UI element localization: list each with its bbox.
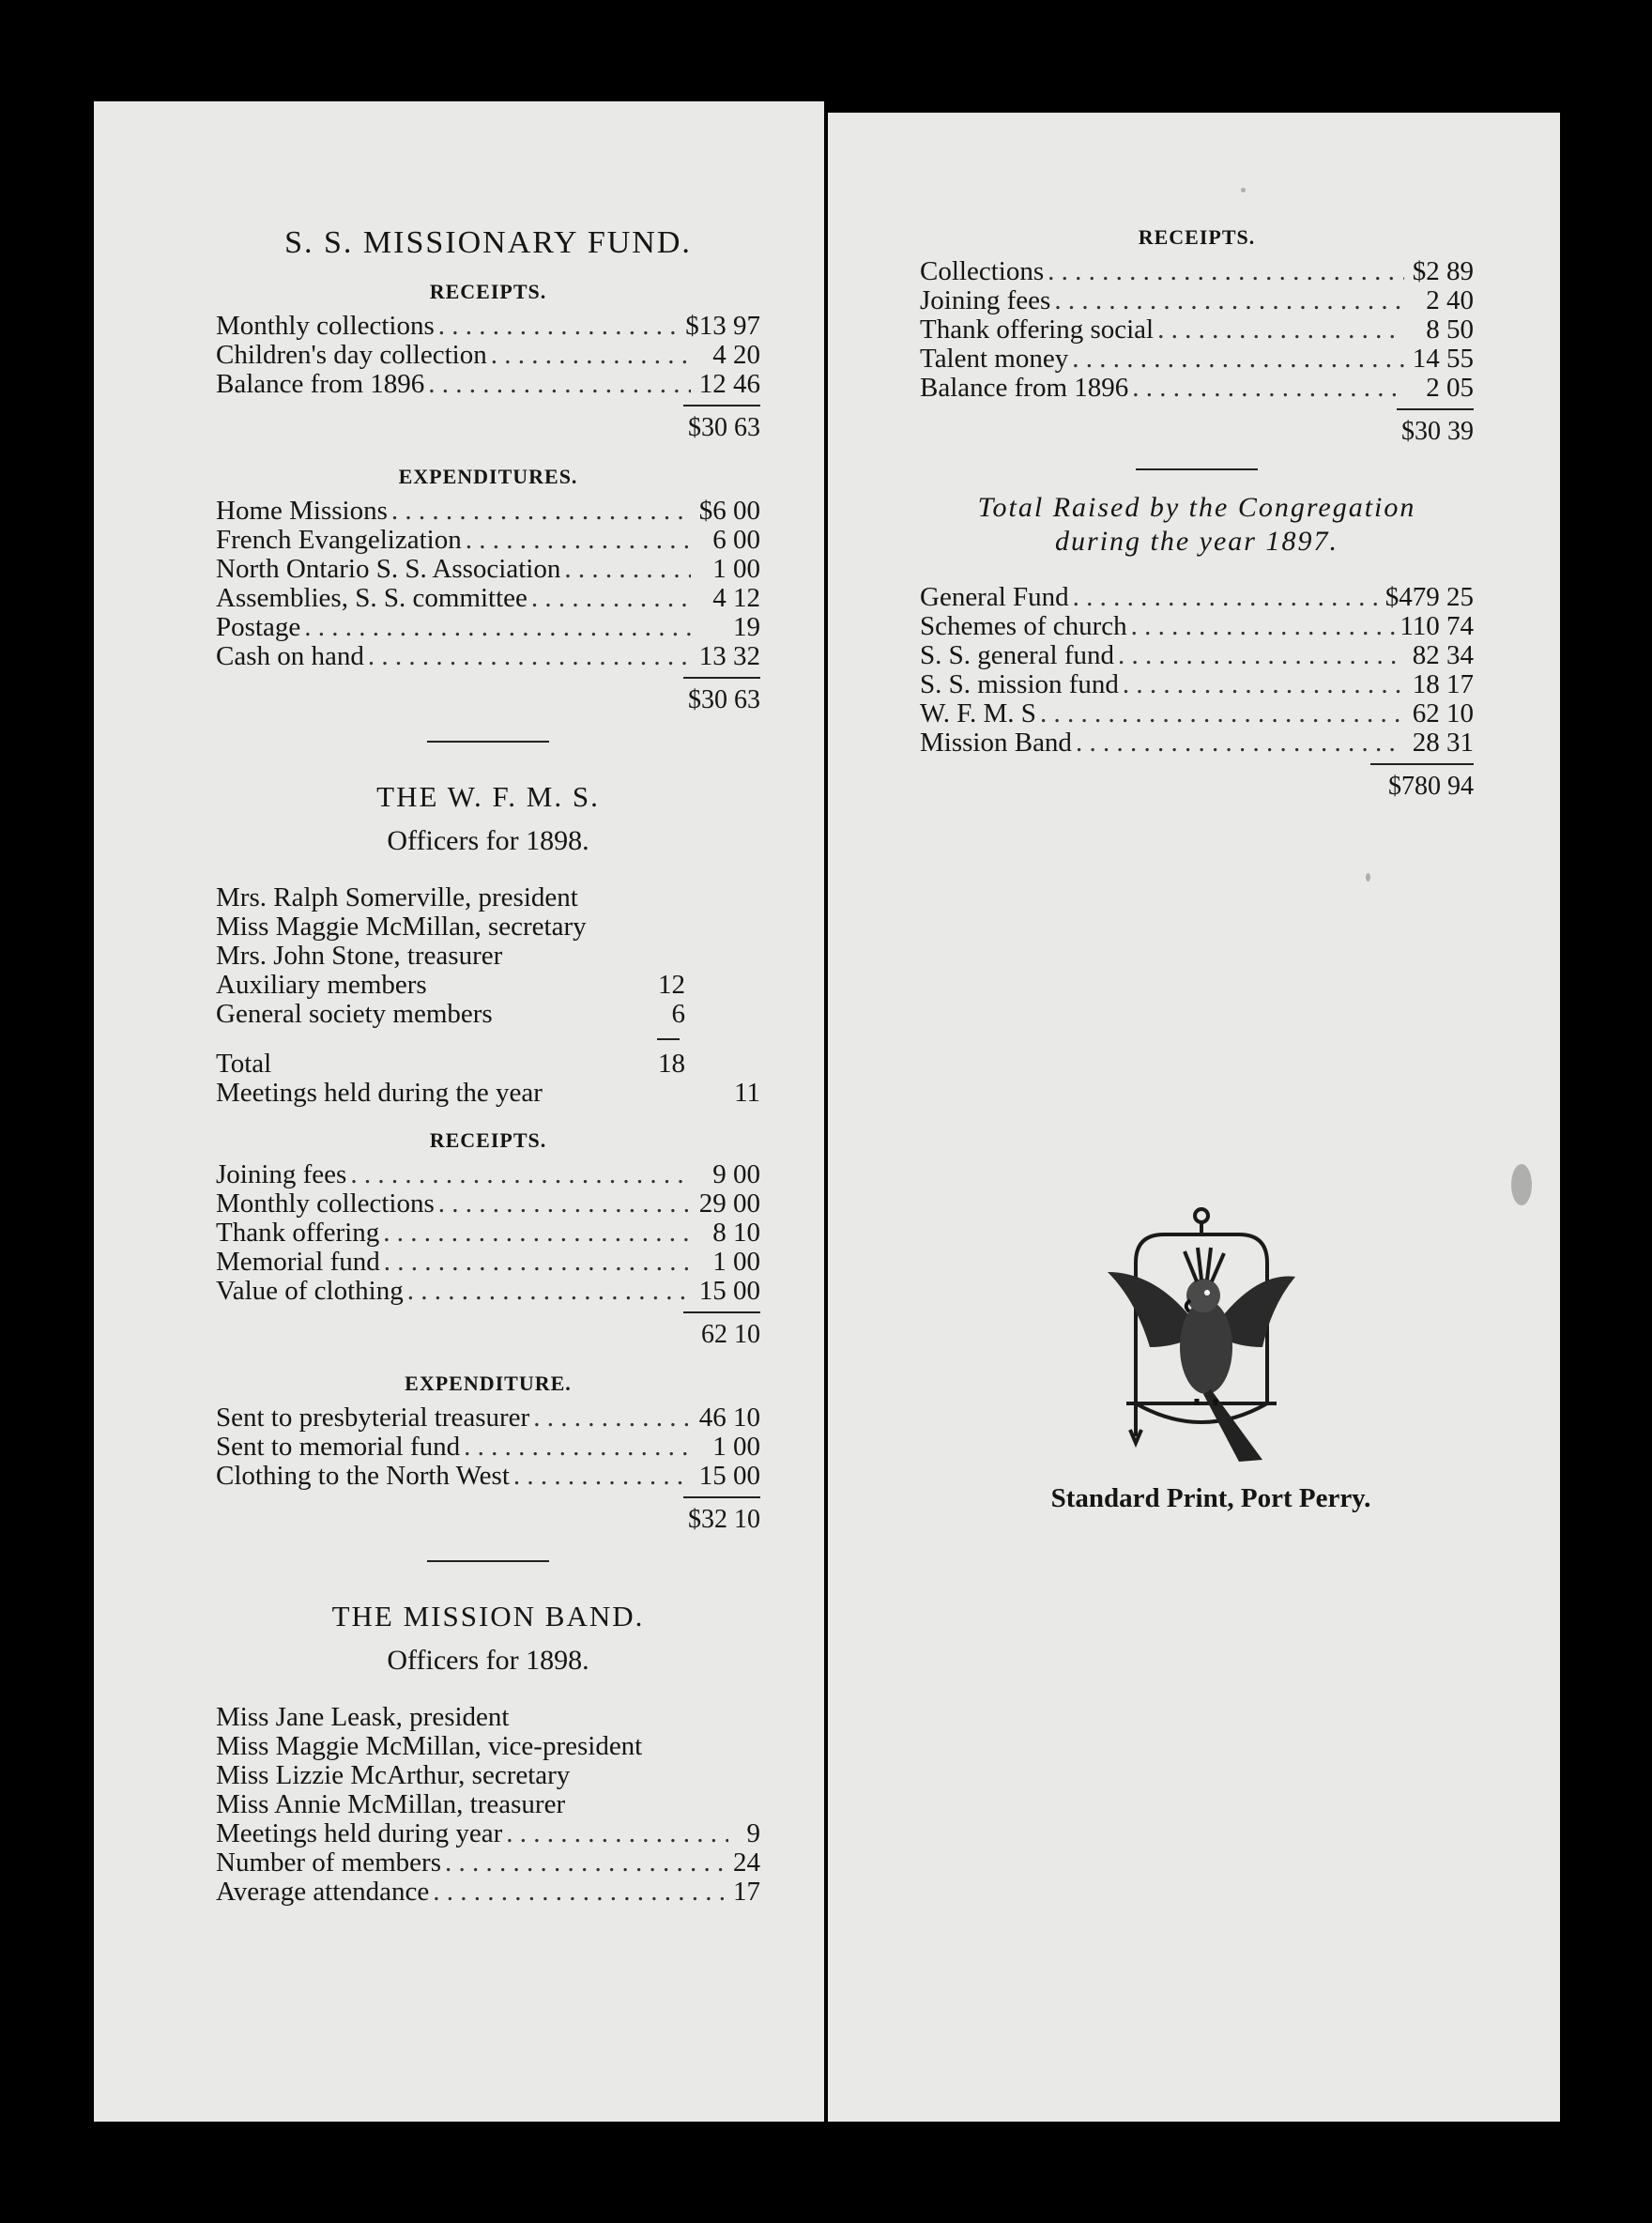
ledger-row bbox=[920, 315, 1474, 345]
ledger-label: Talent money bbox=[920, 344, 1069, 374]
ss-receipts-total: $30 63 bbox=[688, 413, 760, 442]
ledger-row bbox=[216, 1219, 760, 1248]
section-divider bbox=[1136, 468, 1258, 470]
ledger-label: Joining fees bbox=[216, 1159, 347, 1189]
total-raised-title-line2: during the year 1897. bbox=[1055, 526, 1338, 557]
wfms-expenditure-list bbox=[216, 1403, 760, 1491]
leader-dots bbox=[464, 1433, 691, 1462]
ledger-amount: 2 05 bbox=[1426, 373, 1474, 403]
ledger-label: Monthly collections bbox=[216, 311, 435, 341]
ledger-row bbox=[216, 584, 760, 613]
ss-receipts-list bbox=[216, 312, 760, 399]
section-divider bbox=[427, 741, 549, 743]
ledger-amount: 12 46 bbox=[698, 369, 760, 399]
ledger-label: Children's day collection bbox=[216, 340, 487, 370]
ledger-label: S. S. general fund bbox=[920, 640, 1114, 670]
ledger-row bbox=[920, 374, 1474, 403]
ledger-label: Balance from 1896 bbox=[216, 369, 425, 399]
ledger-amount: $479 25 bbox=[1384, 582, 1474, 612]
ledger-row bbox=[216, 526, 760, 555]
ledger-row bbox=[920, 699, 1474, 728]
stat-value: 9 bbox=[746, 1818, 760, 1848]
ledger-amount: 14 55 bbox=[1412, 344, 1474, 374]
stat-label: Average attendance bbox=[216, 1877, 430, 1907]
ledger-row bbox=[216, 1462, 760, 1491]
sum-rule bbox=[683, 1496, 760, 1498]
leader-dots bbox=[564, 555, 691, 584]
leader-dots bbox=[1131, 612, 1397, 641]
ledger-amount: 110 74 bbox=[1400, 611, 1474, 641]
total-raised-sum: $780 94 bbox=[1388, 772, 1474, 801]
member-label: Auxiliary members bbox=[216, 970, 427, 1000]
right-column bbox=[920, 225, 1474, 823]
ledger-amount: 1 00 bbox=[712, 554, 760, 584]
ledger-label: Balance from 1896 bbox=[920, 373, 1129, 403]
ledger-row bbox=[920, 728, 1474, 758]
ledger-amount: 2 40 bbox=[1426, 285, 1474, 315]
stat-row bbox=[216, 1848, 760, 1878]
ledger-amount: 46 10 bbox=[698, 1403, 760, 1433]
officer-line: Miss Maggie McMillan, vice-president bbox=[216, 1731, 643, 1761]
wfms-expenditure-heading: EXPENDITURE. bbox=[405, 1372, 572, 1395]
total-row bbox=[216, 1050, 685, 1079]
ledger-row bbox=[216, 312, 760, 341]
stat-label: Number of members bbox=[216, 1847, 441, 1878]
leader-dots bbox=[466, 526, 691, 555]
sum-rule bbox=[683, 677, 760, 679]
leader-dots bbox=[1048, 257, 1404, 286]
ledger-amount: 4 20 bbox=[712, 340, 760, 370]
total-count: 18 bbox=[658, 1049, 685, 1079]
member-row bbox=[216, 1000, 685, 1029]
leader-dots bbox=[438, 1189, 691, 1219]
leader-dots bbox=[1157, 315, 1404, 345]
ledger-label: Monthly collections bbox=[216, 1188, 435, 1219]
ledger-row bbox=[216, 1248, 760, 1277]
ledger-row bbox=[920, 670, 1474, 699]
ledger-label: Cash on hand bbox=[216, 641, 364, 671]
ledger-row bbox=[216, 1433, 760, 1462]
officer-line: Miss Lizzie McArthur, secretary bbox=[216, 1760, 571, 1790]
speck bbox=[1366, 873, 1370, 882]
ledger-label: Home Missions bbox=[216, 496, 388, 526]
sum-rule bbox=[657, 1038, 680, 1040]
officer-line: Miss Annie McMillan, treasurer bbox=[216, 1789, 566, 1819]
ledger-label: General Fund bbox=[920, 582, 1069, 612]
ledger-row bbox=[216, 555, 760, 584]
ledger-row bbox=[216, 497, 760, 526]
leader-dots bbox=[513, 1462, 691, 1491]
ledger-label: Collections bbox=[920, 256, 1045, 286]
meetings-label: Meetings held during the year bbox=[216, 1078, 543, 1108]
right-receipts-list bbox=[920, 257, 1474, 403]
stat-row bbox=[216, 1878, 760, 1907]
leader-dots bbox=[407, 1277, 691, 1306]
ledger-label: Sent to memorial fund bbox=[216, 1432, 461, 1462]
stain bbox=[1511, 1164, 1532, 1205]
wfms-receipts-total: 62 10 bbox=[701, 1320, 760, 1349]
ss-expenditures-list bbox=[216, 497, 760, 671]
leader-dots bbox=[391, 497, 691, 526]
total-raised-title-line1: Total Raised by the Congregation bbox=[977, 492, 1416, 523]
ledger-label: Sent to presbyterial treasurer bbox=[216, 1403, 530, 1433]
ledger-row bbox=[216, 1189, 760, 1219]
stat-row bbox=[216, 1819, 760, 1848]
wfms-expenditure-total: $32 10 bbox=[688, 1505, 760, 1534]
ledger-row bbox=[920, 286, 1474, 315]
wfms-receipts-list bbox=[216, 1160, 760, 1306]
meetings-count: 11 bbox=[734, 1078, 760, 1108]
ledger-amount: $13 97 bbox=[685, 311, 760, 341]
leader-dots bbox=[438, 312, 681, 341]
ledger-label: Clothing to the North West bbox=[216, 1461, 510, 1491]
total-label: Total bbox=[216, 1049, 272, 1079]
stat-value: 24 bbox=[733, 1847, 760, 1878]
member-count: 6 bbox=[671, 999, 685, 1029]
ledger-label: Schemes of church bbox=[920, 611, 1127, 641]
ledger-row bbox=[216, 370, 760, 399]
leader-dots bbox=[445, 1848, 728, 1878]
ledger-label: W. F. M. S bbox=[920, 698, 1036, 728]
ledger-amount: 6 00 bbox=[712, 525, 760, 555]
ledger-amount: 13 32 bbox=[698, 641, 760, 671]
officer-line: Mrs. John Stone, treasurer bbox=[216, 941, 503, 971]
ledger-label: Mission Band bbox=[920, 728, 1072, 758]
leader-dots bbox=[384, 1248, 691, 1277]
ledger-amount: $6 00 bbox=[698, 496, 760, 526]
speck bbox=[1241, 188, 1246, 192]
leader-dots bbox=[1118, 641, 1404, 670]
ledger-label: North Ontario S. S. Association bbox=[216, 554, 561, 584]
ledger-amount: 4 12 bbox=[712, 583, 760, 613]
leader-dots bbox=[433, 1878, 728, 1907]
stat-label: Meetings held during year bbox=[216, 1818, 503, 1848]
ledger-label: Memorial fund bbox=[216, 1247, 380, 1277]
ss-expenditures-total: $30 63 bbox=[688, 685, 760, 714]
leader-dots bbox=[1076, 728, 1404, 758]
ledger-amount: 9 00 bbox=[712, 1159, 760, 1189]
ledger-amount: 62 10 bbox=[1412, 698, 1474, 728]
leader-dots bbox=[1054, 286, 1404, 315]
ledger-amount: $2 89 bbox=[1412, 256, 1474, 286]
sum-rule bbox=[683, 405, 760, 406]
member-label: General society members bbox=[216, 999, 493, 1029]
officer-line: Miss Maggie McMillan, secretary bbox=[216, 912, 587, 942]
leader-dots bbox=[506, 1819, 728, 1848]
total-raised-list bbox=[920, 583, 1474, 758]
leader-dots bbox=[1073, 583, 1382, 612]
leader-dots bbox=[531, 584, 691, 613]
ledger-amount: 29 00 bbox=[698, 1188, 760, 1219]
member-row bbox=[216, 971, 685, 1000]
sum-rule bbox=[683, 1311, 760, 1313]
wfms-officers-title: Officers for 1898. bbox=[387, 825, 589, 856]
ledger-row bbox=[920, 583, 1474, 612]
parrot-perch-emblem bbox=[1098, 1206, 1305, 1469]
wfms-title: THE W. F. M. S. bbox=[376, 780, 600, 813]
leader-dots bbox=[350, 1160, 691, 1189]
leader-dots bbox=[1123, 670, 1404, 699]
leader-dots bbox=[1132, 374, 1404, 403]
ledger-row bbox=[920, 257, 1474, 286]
leader-dots bbox=[428, 370, 691, 399]
ledger-amount: 28 31 bbox=[1412, 728, 1474, 758]
ledger-amount: 15 00 bbox=[698, 1276, 760, 1306]
ss-fund-title: S. S. MISSIONARY FUND. bbox=[284, 225, 692, 260]
left-column bbox=[216, 225, 760, 1907]
wfms-receipts-heading: RECEIPTS. bbox=[429, 1128, 547, 1152]
leader-dots bbox=[368, 642, 691, 671]
ledger-row bbox=[216, 642, 760, 671]
sum-rule bbox=[1370, 763, 1474, 765]
ledger-label: Joining fees bbox=[920, 285, 1051, 315]
ledger-row bbox=[920, 641, 1474, 670]
leader-dots bbox=[304, 613, 691, 642]
ledger-amount: 15 00 bbox=[698, 1461, 760, 1491]
section-divider bbox=[427, 1560, 549, 1562]
stat-value: 17 bbox=[733, 1877, 760, 1907]
ss-receipts-heading: RECEIPTS. bbox=[429, 280, 547, 303]
ledger-row bbox=[920, 345, 1474, 374]
meetings-row bbox=[216, 1079, 760, 1108]
right-receipts-heading: RECEIPTS. bbox=[1138, 225, 1256, 249]
ledger-amount: 1 00 bbox=[712, 1247, 760, 1277]
leader-dots bbox=[1072, 345, 1404, 374]
ledger-amount: 1 00 bbox=[712, 1432, 760, 1462]
ledger-amount: 8 10 bbox=[712, 1218, 760, 1248]
mission-band-officers-title: Officers for 1898. bbox=[387, 1645, 589, 1676]
ledger-row bbox=[216, 1403, 760, 1433]
ledger-label: French Evangelization bbox=[216, 525, 462, 555]
leader-dots bbox=[491, 341, 691, 370]
leader-dots bbox=[533, 1403, 691, 1433]
ledger-label: Postage bbox=[216, 612, 301, 642]
total-raised-title bbox=[920, 491, 1474, 559]
leader-dots bbox=[1040, 699, 1404, 728]
ledger-row bbox=[920, 612, 1474, 641]
ledger-label: Assemblies, S. S. committee bbox=[216, 583, 528, 613]
ledger-row bbox=[216, 1277, 760, 1306]
ledger-row bbox=[216, 613, 760, 642]
mission-band-title: THE MISSION BAND. bbox=[331, 1600, 645, 1633]
sum-rule bbox=[1397, 408, 1474, 410]
ledger-amount: 8 50 bbox=[1426, 314, 1474, 345]
ledger-amount: 18 17 bbox=[1412, 669, 1474, 699]
ss-expenditures-heading: EXPENDITURES. bbox=[398, 465, 578, 488]
ledger-label: S. S. mission fund bbox=[920, 669, 1119, 699]
ledger-label: Thank offering bbox=[216, 1218, 380, 1248]
ledger-amount: 19 bbox=[733, 612, 760, 642]
officer-line: Miss Jane Leask, president bbox=[216, 1702, 510, 1732]
ledger-row bbox=[216, 341, 760, 370]
ledger-label: Thank offering social bbox=[920, 314, 1155, 345]
ledger-amount: 82 34 bbox=[1412, 640, 1474, 670]
leader-dots bbox=[383, 1219, 691, 1248]
member-count: 12 bbox=[658, 970, 685, 1000]
ledger-label: Value of clothing bbox=[216, 1276, 404, 1306]
right-receipts-total: $30 39 bbox=[1401, 417, 1474, 446]
printer-imprint: Standard Print, Port Perry. bbox=[1050, 1483, 1371, 1513]
officer-line: Mrs. Ralph Somerville, president bbox=[216, 882, 578, 912]
ledger-row bbox=[216, 1160, 760, 1189]
